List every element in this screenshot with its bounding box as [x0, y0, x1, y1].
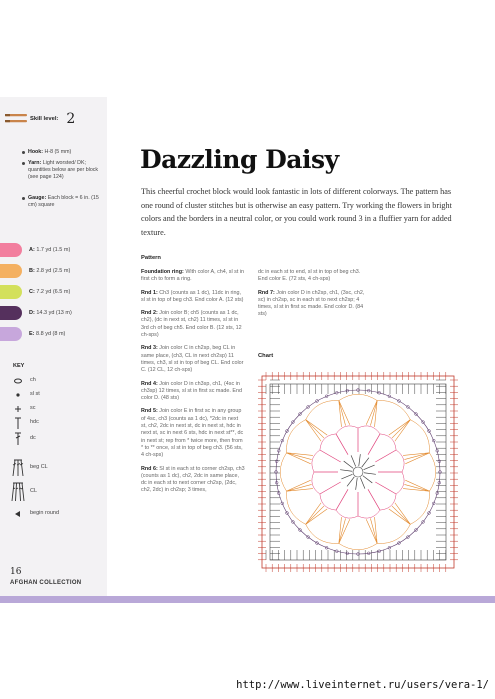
key-row-begin-round: begin round: [10, 507, 100, 521]
chart-dc-stitch: [364, 465, 375, 470]
yarn-swatch-c: [0, 285, 22, 299]
book-section-footer: AFGHAN COLLECTION: [10, 580, 82, 586]
hook-label: Hook:: [28, 149, 44, 155]
gauge-value: Each block = 6 in. (15 cm) square: [28, 195, 99, 208]
chart-chain-arc: [429, 453, 435, 491]
chart-dc-stitch: [375, 482, 396, 494]
chart-heading: Chart: [258, 353, 274, 359]
chart-dc-stitch: [340, 470, 352, 472]
round-paragraph: Rnd 5: Join color E in first sc in any group of 4sc, ch3 (counts as 1 dc), *2dc in next st, ch2, 2dc in next st, dc in next st, hdc in next st, sc in next 6 sts, hdc in next st**, dc in next st; rep from * twice more, then from * to ** once, sl st in top of beg ch3. (56 sts, 4 ch-sps): [141, 408, 244, 459]
book-page: [0, 97, 495, 597]
chart-dc-stitch: [360, 478, 365, 489]
chart-chain-arc: [336, 426, 358, 434]
crochet-hooks-icon: [5, 111, 27, 127]
yarn-swatch-e: [0, 327, 22, 341]
begin-round-arrow-icon: [10, 507, 26, 521]
page-footer-bar: [0, 596, 495, 603]
chart-foundation-ring: [353, 467, 363, 477]
gauge-info: [28, 195, 100, 209]
chart-chain-arc: [286, 491, 305, 524]
chart-cluster-stitch: [306, 420, 321, 442]
yarn-amount-a: A: 1.7 yd (1.5 m): [29, 247, 71, 253]
chart-dc-stitch: [344, 461, 354, 468]
chart-chain-arc: [306, 400, 339, 419]
chart-dc-stitch: [362, 458, 369, 468]
bullet-icon: [22, 151, 25, 154]
chart-cluster-stitch: [395, 420, 410, 442]
key-row-hdc: hdc: [10, 416, 100, 430]
chart-chain-arc: [336, 510, 358, 518]
chart-chain-arc: [286, 420, 305, 453]
chart-dc-stitch: [363, 476, 373, 483]
chart-chain-arc: [306, 524, 339, 543]
yarn-swatch-b: [0, 264, 22, 278]
chart-cluster-stitch: [395, 503, 410, 525]
chart-cluster-stitch: [306, 420, 324, 438]
key-row-cl: CL: [10, 482, 100, 502]
chart-cluster-stitch: [389, 420, 411, 435]
yarn-swatch-a: [0, 243, 22, 257]
page-number: 16: [10, 567, 22, 577]
chart-dc-stitch: [359, 454, 361, 466]
chart-dc-stitch: [364, 473, 376, 475]
source-url: http://www.liveinternet.ru/users/vera-1/: [236, 679, 489, 691]
single-crochet-icon: [10, 402, 26, 416]
chart-cluster-stitch: [306, 503, 321, 525]
chart-chain-arc: [377, 400, 410, 419]
yarn-swatch-d: [0, 306, 22, 320]
bullet-icon: [22, 197, 25, 200]
key-row-sc: sc: [10, 402, 100, 416]
slip-stitch-icon: [10, 388, 26, 402]
gauge-label: Gauge:: [28, 195, 47, 201]
skill-level-value: 2: [66, 111, 76, 127]
chart-chain-arc: [312, 472, 320, 494]
chain-stitch-icon: [10, 374, 26, 388]
yarn-amount-b: B: 2.8 yd (2.5 m): [29, 268, 71, 274]
chart-dc-stitch: [351, 455, 356, 466]
chart-chain-arc: [358, 426, 380, 434]
chart-chain-arc: [396, 472, 404, 494]
chart-dc-stitch: [336, 434, 348, 455]
chart-chain-arc: [358, 510, 380, 518]
yarn-amount-d: D: 14.3 yd (13 m): [29, 310, 72, 316]
chart-cluster-stitch: [392, 506, 410, 524]
chart-cluster-stitch: [392, 420, 410, 438]
chart-chain-arc: [410, 491, 429, 524]
half-double-crochet-icon: [10, 416, 26, 430]
chart-dc-stitch: [347, 477, 354, 487]
cluster-icon: [10, 482, 26, 502]
yarn-label: Yarn:: [28, 160, 42, 166]
chart-cluster-stitch: [306, 506, 324, 524]
chart-chain-arc: [410, 420, 429, 453]
key-row-slst: sl st: [10, 388, 100, 402]
key-title: KEY: [13, 363, 25, 369]
crochet-chart: [258, 372, 458, 572]
chart-dc-stitch: [356, 478, 358, 490]
round-paragraph: Rnd 2: Join color B; ch5 (counts as 1 dc, ch2), (dc in next st, ch2) 11 times, sl st in 3rd ch of beg ch5. End color B. (12 sts, 12 ch-sps): [141, 310, 242, 339]
round-paragraph: Rnd 1: Ch3 (counts as 1 dc), 11dc in ring, sl st in top of beg ch3. End color A. (12 sts): [141, 289, 244, 303]
key-row-begcl: beg CL: [10, 459, 100, 477]
hook-info: [28, 149, 100, 156]
skill-level-label: Skill level:: [30, 115, 59, 122]
round-paragraph: Rnd 3: Join color C in ch2sp, beg CL in same place, (ch3, CL in next ch2sp) 11 times, ch3, sl st in top of beg CL. End color C. (12 CL, 12 ch-sps): [141, 345, 244, 374]
chart-border-round7: [262, 376, 454, 568]
info-sidebar: [0, 97, 107, 597]
chart-chain-arc: [280, 453, 286, 491]
chart-dc-stitch: [336, 489, 348, 510]
chart-chain-arc: [396, 450, 404, 472]
chart-dc-stitch: [320, 450, 341, 462]
round-paragraph: Rnd 4: Join color D in ch3sp, ch1, (4sc in ch3sp) 12 times, sl st in first sc made. End color D. (48 sts): [141, 380, 242, 402]
chart-dc-stitch: [368, 434, 380, 455]
round-paragraph: Rnd 6: Sl st in each st to corner ch2sp, ch3 (counts as 1 dc), ch2, 2dc in same place, dc in each st to next corner ch2sp, (2dc, ch2, 2dc) in ch2sp; 3 times,: [141, 465, 245, 494]
chart-dc-stitch: [368, 489, 380, 510]
round-continuation: dc in each st to end, sl st in top of beg ch3. End color E. (72 sts, 4 ch-sps): [258, 269, 361, 283]
round-paragraph: Foundation ring: With color A, ch4, sl st in first ch to form a ring.: [141, 269, 245, 283]
chart-cluster-stitch: [306, 420, 328, 435]
skill-level: [5, 111, 75, 127]
chart-chain-arc: [377, 524, 410, 543]
yarn-amount-c: C: 7.2 yd (6.5 m): [29, 289, 71, 295]
chart-dc-stitch: [375, 450, 396, 462]
round-paragraph: Rnd 7: Join color D in ch2sp, ch1, (3sc, ch2, sc) in ch2sp, sc in each st to next ch2sp; 4 times, sl st in first sc made. End color D. (84 sts): [258, 289, 365, 318]
chart-cluster-stitch: [389, 509, 411, 524]
pattern-intro: This cheerful crochet block would look fantastic in lots of different colorways. The pattern has one round of cluster stitches but is otherwise an easy pattern. Try working the flowers in bright colors and the borders in a neutral color, or you could work round 3 in a fluffier yarn for added texture.: [141, 187, 452, 237]
pattern-title: Dazzling Daisy: [140, 145, 339, 174]
hook-value: H-8 (5 mm): [44, 149, 72, 155]
chart-border-round6: [270, 384, 446, 560]
double-crochet-icon: [10, 432, 26, 446]
chart-cluster-stitch: [306, 509, 328, 524]
key-row-dc: dc: [10, 432, 100, 446]
chart-dc-stitch: [341, 474, 352, 479]
key-row-ch: ch: [10, 374, 100, 388]
yarn-amount-e: E: 8.8 yd (8 m): [29, 331, 66, 337]
pattern-column-left: [141, 269, 245, 501]
chart-chain-arc: [339, 394, 377, 400]
beginning-cluster-icon: [10, 459, 26, 477]
yarn-value: Light worsted/ DK; quantities below are per block (see page 124): [28, 160, 99, 180]
chart-chain-arc: [339, 543, 377, 549]
chart-dc-stitch: [320, 482, 341, 494]
bullet-icon: [22, 162, 25, 165]
pattern-column-right: [258, 269, 366, 325]
pattern-heading: Pattern: [141, 255, 161, 261]
chart-round-4: [276, 390, 440, 554]
yarn-info: [28, 160, 100, 181]
chart-chain-arc: [312, 450, 320, 472]
